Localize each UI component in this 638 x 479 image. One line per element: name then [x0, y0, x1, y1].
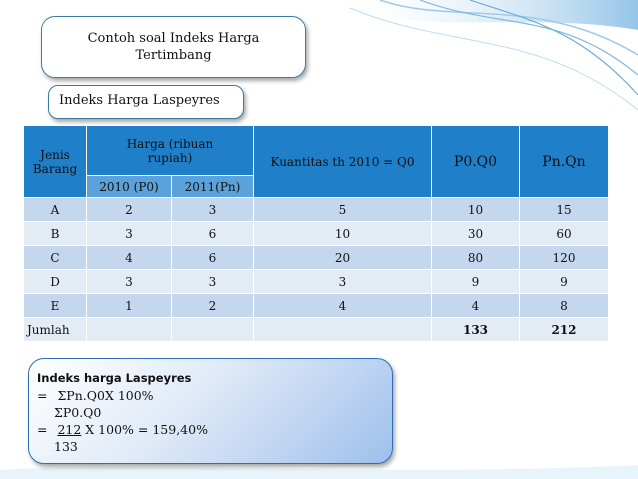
cell-q0: 5: [254, 198, 432, 222]
cell-pnqn: 8: [520, 294, 609, 318]
cell-empty: [254, 318, 432, 342]
slide-title-line1: Contoh soal Indeks Harga: [87, 31, 260, 46]
cell-jenis: E: [24, 294, 87, 318]
header-jenis-barang: [24, 126, 87, 198]
slide-subtitle: Indeks Harga Laspeyres: [48, 85, 244, 119]
laspeyres-table: [23, 125, 609, 342]
header-harga-2010: 2010 (P0): [87, 176, 172, 198]
cell-pnqn: 60: [520, 222, 609, 246]
header-harga-2011: 2011(Pn): [172, 176, 254, 198]
table-row: [24, 294, 609, 318]
cell-jenis: C: [24, 246, 87, 270]
header-harga-line2: rupiah): [147, 150, 193, 165]
cell-empty: [87, 318, 172, 342]
formula-calc-denominator: 133: [54, 439, 78, 454]
cell-p0: 3: [87, 222, 172, 246]
cell-pnqn: 9: [520, 270, 609, 294]
table-row: [24, 222, 609, 246]
cell-jenis: D: [24, 270, 87, 294]
cell-jenis: B: [24, 222, 87, 246]
cell-poqo: 30: [432, 222, 520, 246]
cell-total-pnqn: 212: [520, 318, 609, 342]
formula-box: [28, 358, 393, 464]
table-total-row: [24, 318, 609, 342]
cell-poqo: 10: [432, 198, 520, 222]
cell-pn: 2: [172, 294, 254, 318]
cell-p0: 2: [87, 198, 172, 222]
formula-eq2: =: [37, 422, 48, 437]
cell-empty: [172, 318, 254, 342]
cell-q0: 20: [254, 246, 432, 270]
header-pnqn: Pn.Qn: [520, 126, 609, 198]
formula-eq1: =: [37, 388, 48, 403]
slide-title-box: [41, 16, 306, 78]
cell-q0: 4: [254, 294, 432, 318]
formula-line3: [37, 422, 208, 437]
cell-pn: 6: [172, 222, 254, 246]
cell-pnqn: 15: [520, 198, 609, 222]
formula-numerator: ΣPn.Q0X 100%: [57, 388, 154, 403]
table-row: [24, 198, 609, 222]
cell-p0: 1: [87, 294, 172, 318]
table-row: [24, 246, 609, 270]
slide-title-line2: Tertimbang: [135, 48, 212, 63]
formula-denominator: ΣP0.Q0: [54, 405, 102, 420]
cell-pnqn: 120: [520, 246, 609, 270]
cell-pn: 3: [172, 270, 254, 294]
cell-jenis: A: [24, 198, 87, 222]
table-header-row: [24, 126, 609, 176]
table-row: [24, 270, 609, 294]
cell-q0: 3: [254, 270, 432, 294]
cell-p0: 3: [87, 270, 172, 294]
formula-title: Indeks harga Laspeyres: [37, 371, 192, 385]
formula-calc-rest: X 100% = 159,40%: [81, 422, 208, 437]
cell-poqo: 9: [432, 270, 520, 294]
header-poqo: P0.Q0: [432, 126, 520, 198]
cell-poqo: 4: [432, 294, 520, 318]
cell-pn: 3: [172, 198, 254, 222]
formula-calc-numerator: 212: [57, 422, 82, 437]
cell-q0: 10: [254, 222, 432, 246]
cell-total-label: Jumlah: [24, 318, 87, 342]
header-kuantitas: Kuantitas th 2010 = Q0: [254, 126, 432, 198]
cell-pn: 6: [172, 246, 254, 270]
header-harga: [87, 126, 254, 176]
header-harga-line1: Harga (ribuan: [126, 136, 214, 151]
formula-line1: [37, 388, 154, 403]
cell-poqo: 80: [432, 246, 520, 270]
cell-total-poqo: 133: [432, 318, 520, 342]
cell-p0: 4: [87, 246, 172, 270]
header-jenis-line2: Barang: [32, 161, 78, 176]
header-jenis-line1: Jenis: [40, 147, 70, 162]
